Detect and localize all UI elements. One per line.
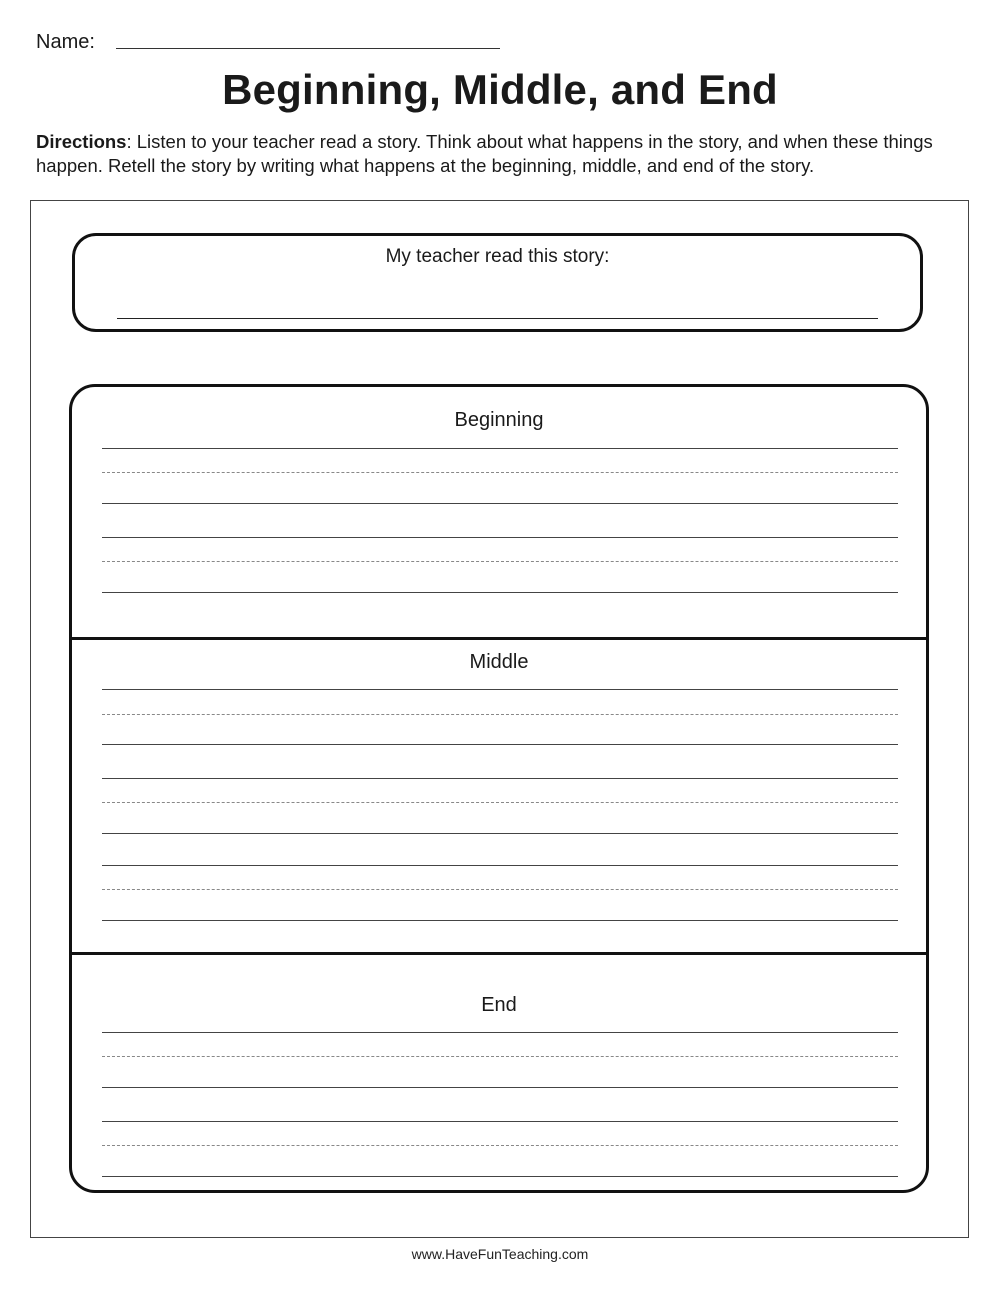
writing-line[interactable] bbox=[102, 448, 898, 449]
section-divider bbox=[72, 637, 926, 640]
sections-box bbox=[69, 384, 929, 1193]
name-label: Name: bbox=[36, 31, 95, 53]
writing-line[interactable] bbox=[102, 865, 898, 866]
writing-line[interactable] bbox=[102, 1176, 898, 1177]
writing-guide-line bbox=[102, 802, 898, 803]
writing-guide-line bbox=[102, 561, 898, 562]
story-box bbox=[72, 233, 923, 332]
section-divider bbox=[72, 952, 926, 955]
directions bbox=[36, 130, 966, 178]
section-heading-middle: Middle bbox=[469, 651, 529, 673]
writing-line[interactable] bbox=[102, 1121, 898, 1122]
writing-line[interactable] bbox=[102, 537, 898, 538]
writing-guide-line bbox=[102, 714, 898, 715]
writing-line[interactable] bbox=[102, 833, 898, 834]
writing-line[interactable] bbox=[102, 778, 898, 779]
footer-url: www.HaveFunTeaching.com bbox=[411, 1246, 589, 1262]
writing-line[interactable] bbox=[102, 920, 898, 921]
writing-line[interactable] bbox=[102, 1087, 898, 1088]
page-title: Beginning, Middle, and End bbox=[222, 66, 778, 113]
section-heading-beginning: Beginning bbox=[454, 409, 544, 431]
name-line[interactable] bbox=[116, 48, 500, 49]
writing-line[interactable] bbox=[102, 503, 898, 504]
story-title-line[interactable] bbox=[117, 318, 878, 319]
directions-label: Directions bbox=[36, 131, 127, 152]
writing-guide-line bbox=[102, 1145, 898, 1146]
writing-guide-line bbox=[102, 1056, 898, 1057]
writing-line[interactable] bbox=[102, 1032, 898, 1033]
writing-guide-line bbox=[102, 472, 898, 473]
directions-text: : Listen to your teacher read a story. Think about what happens in the story, and when these things happen. Retell the story by writing what happens at the beginning, middle, and end of the story. bbox=[36, 131, 933, 176]
writing-line[interactable] bbox=[102, 592, 898, 593]
writing-line[interactable] bbox=[102, 744, 898, 745]
writing-line[interactable] bbox=[102, 689, 898, 690]
writing-guide-line bbox=[102, 889, 898, 890]
story-label: My teacher read this story: bbox=[385, 246, 610, 267]
section-heading-end: End bbox=[481, 994, 517, 1016]
